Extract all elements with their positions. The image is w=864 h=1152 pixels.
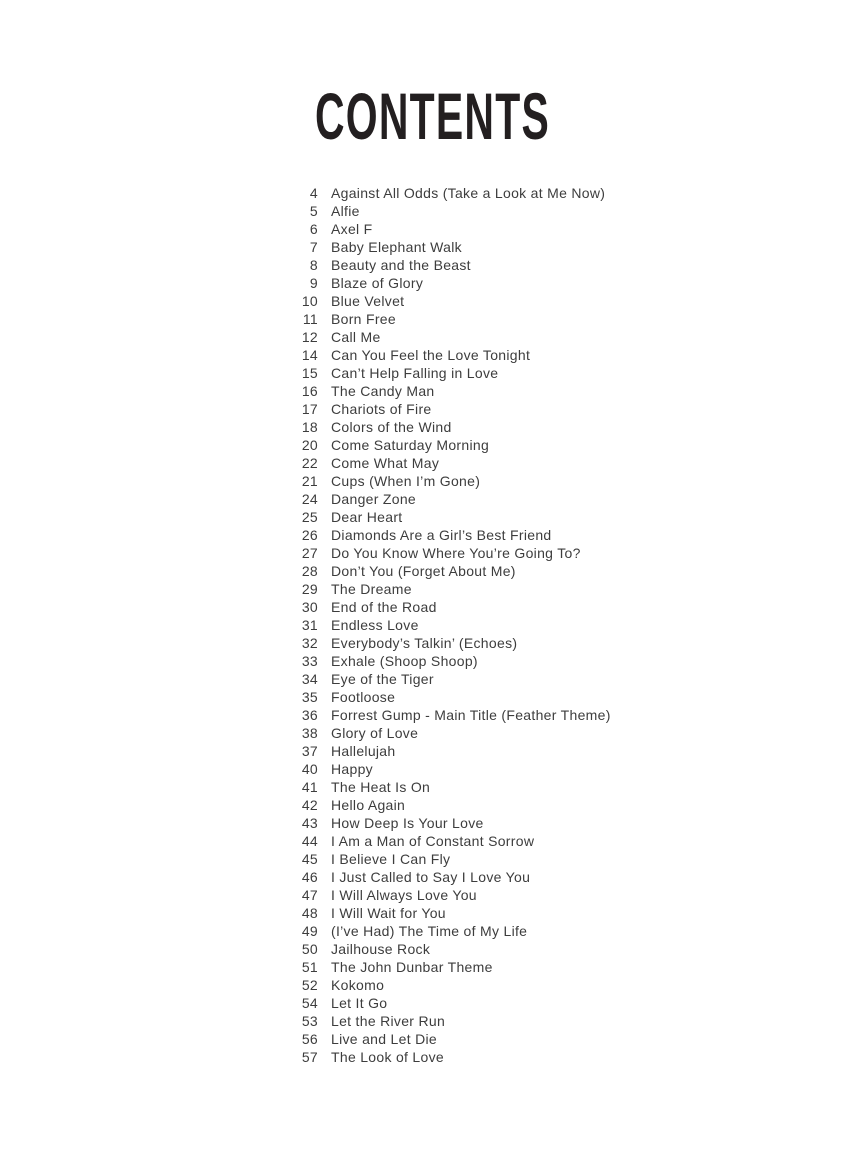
toc-song-title: Blue Velvet — [331, 293, 405, 309]
toc-page-number: 50 — [301, 941, 318, 957]
toc-page-number: 10 — [301, 293, 318, 309]
toc-entry — [270, 508, 611, 526]
toc-entry — [270, 1030, 611, 1048]
toc-entry — [270, 400, 611, 418]
toc-page-number: 29 — [301, 581, 318, 597]
toc-page-number: 20 — [301, 437, 318, 453]
toc-song-title: I Am a Man of Constant Sorrow — [331, 833, 535, 849]
toc-page-number: 35 — [301, 689, 318, 705]
toc-song-title: Come What May — [331, 455, 440, 471]
toc-page-number: 38 — [301, 725, 318, 741]
toc-entry — [270, 778, 611, 796]
toc-entry — [270, 220, 611, 238]
toc-song-title: Endless Love — [331, 617, 419, 633]
toc-song-title: Live and Let Die — [331, 1031, 437, 1047]
toc-song-title: Hello Again — [331, 797, 406, 813]
toc-page-number: 24 — [301, 491, 318, 507]
toc-song-title: Born Free — [331, 311, 396, 327]
toc-page-number: 14 — [301, 347, 318, 363]
toc-page-number: 28 — [301, 563, 318, 579]
toc-entry — [270, 364, 611, 382]
toc-song-title: The Heat Is On — [331, 779, 431, 795]
toc-entry — [270, 436, 611, 454]
toc-page-number: 25 — [301, 509, 318, 525]
toc-song-title: Hallelujah — [331, 743, 396, 759]
toc-song-title: Let It Go — [331, 995, 388, 1011]
toc-page-number: 18 — [301, 419, 318, 435]
toc-entry — [270, 472, 611, 490]
toc-entry — [270, 832, 611, 850]
toc-page-number: 5 — [309, 203, 318, 219]
toc-song-title: Baby Elephant Walk — [331, 239, 462, 255]
toc-entry — [270, 850, 611, 868]
toc-song-title: Forrest Gump - Main Title (Feather Theme) — [331, 707, 611, 723]
toc-song-title: I Will Always Love You — [331, 887, 477, 903]
toc-page-number: 40 — [301, 761, 318, 777]
toc-song-title: Dear Heart — [331, 509, 403, 525]
toc-entry — [270, 346, 611, 364]
toc-song-title: Cups (When I’m Gone) — [331, 473, 481, 489]
toc-page-number: 43 — [301, 815, 318, 831]
toc-page-number: 27 — [301, 545, 318, 561]
toc-page-number: 49 — [301, 923, 318, 939]
toc-page-number: 36 — [301, 707, 318, 723]
toc-song-title: I Believe I Can Fly — [331, 851, 451, 867]
toc-entry — [270, 940, 611, 958]
toc-page-number: 22 — [301, 455, 318, 471]
toc-entry — [270, 292, 611, 310]
toc-page-number: 41 — [301, 779, 318, 795]
toc-page-number: 57 — [301, 1049, 318, 1065]
contents-list — [270, 184, 611, 1066]
toc-page-number: 54 — [301, 995, 318, 1011]
toc-entry — [270, 670, 611, 688]
toc-song-title: Let the River Run — [331, 1013, 446, 1029]
toc-page-number: 37 — [301, 743, 318, 759]
toc-song-title: Diamonds Are a Girl’s Best Friend — [331, 527, 552, 543]
toc-song-title: Blaze of Glory — [331, 275, 424, 291]
toc-page-number: 12 — [301, 329, 318, 345]
toc-entry — [270, 454, 611, 472]
toc-song-title: The Look of Love — [331, 1049, 444, 1065]
toc-entry — [270, 976, 611, 994]
toc-entry — [270, 1048, 611, 1066]
toc-song-title: Everybody’s Talkin’ (Echoes) — [331, 635, 518, 651]
toc-song-title: Happy — [331, 761, 373, 777]
toc-page-number: 4 — [309, 185, 318, 201]
toc-page-number: 45 — [301, 851, 318, 867]
toc-page-number: 32 — [301, 635, 318, 651]
toc-entry — [270, 274, 611, 292]
toc-page-number: 17 — [301, 401, 318, 417]
toc-song-title: The John Dunbar Theme — [331, 959, 493, 975]
toc-entry — [270, 760, 611, 778]
toc-entry — [270, 868, 611, 886]
toc-song-title: Eye of the Tiger — [331, 671, 434, 687]
toc-song-title: Don’t You (Forget About Me) — [331, 563, 516, 579]
toc-entry — [270, 814, 611, 832]
toc-page-number: 56 — [301, 1031, 318, 1047]
toc-song-title: (I’ve Had) The Time of My Life — [331, 923, 528, 939]
toc-page-number: 21 — [301, 473, 318, 489]
toc-page-number: 6 — [309, 221, 318, 237]
toc-song-title: I Will Wait for You — [331, 905, 446, 921]
toc-song-title: Can You Feel the Love Tonight — [331, 347, 531, 363]
toc-page-number: 16 — [301, 383, 318, 399]
toc-song-title: Danger Zone — [331, 491, 417, 507]
toc-entry — [270, 184, 611, 202]
toc-song-title: Do You Know Where You’re Going To? — [331, 545, 581, 561]
toc-song-title: The Dreame — [331, 581, 412, 597]
toc-page-number: 31 — [301, 617, 318, 633]
toc-entry — [270, 256, 611, 274]
toc-song-title: Exhale (Shoop Shoop) — [331, 653, 478, 669]
toc-song-title: I Just Called to Say I Love You — [331, 869, 531, 885]
toc-page-number: 15 — [301, 365, 318, 381]
toc-song-title: Colors of the Wind — [331, 419, 452, 435]
toc-entry — [270, 598, 611, 616]
toc-page-number: 42 — [301, 797, 318, 813]
toc-entry — [270, 886, 611, 904]
toc-page-number: 44 — [301, 833, 318, 849]
toc-entry — [270, 724, 611, 742]
toc-song-title: How Deep Is Your Love — [331, 815, 484, 831]
toc-entry — [270, 958, 611, 976]
toc-entry — [270, 310, 611, 328]
toc-entry — [270, 526, 611, 544]
toc-page-number: 26 — [301, 527, 318, 543]
toc-entry — [270, 382, 611, 400]
toc-song-title: Against All Odds (Take a Look at Me Now) — [331, 185, 606, 201]
toc-entry — [270, 418, 611, 436]
toc-page-number: 34 — [301, 671, 318, 687]
toc-entry — [270, 742, 611, 760]
toc-page-number: 53 — [301, 1013, 318, 1029]
toc-entry — [270, 904, 611, 922]
toc-entry — [270, 580, 611, 598]
toc-page-number: 33 — [301, 653, 318, 669]
toc-song-title: The Candy Man — [331, 383, 435, 399]
toc-song-title: Beauty and the Beast — [331, 257, 471, 273]
toc-entry — [270, 1012, 611, 1030]
toc-page-number: 30 — [301, 599, 318, 615]
toc-entry — [270, 490, 611, 508]
toc-entry — [270, 562, 611, 580]
toc-entry — [270, 994, 611, 1012]
toc-song-title: End of the Road — [331, 599, 437, 615]
toc-song-title: Alfie — [331, 203, 360, 219]
toc-song-title: Come Saturday Morning — [331, 437, 490, 453]
toc-song-title: Kokomo — [331, 977, 385, 993]
toc-entry — [270, 328, 611, 346]
toc-entry — [270, 202, 611, 220]
toc-song-title: Call Me — [331, 329, 381, 345]
toc-entry — [270, 238, 611, 256]
toc-entry — [270, 706, 611, 724]
toc-page-number: 9 — [309, 275, 318, 291]
page-title: CONTENTS — [314, 79, 550, 153]
toc-song-title: Jailhouse Rock — [331, 941, 431, 957]
toc-page-number: 47 — [301, 887, 318, 903]
toc-entry — [270, 634, 611, 652]
toc-song-title: Glory of Love — [331, 725, 419, 741]
toc-song-title: Axel F — [331, 221, 373, 237]
toc-page-number: 51 — [301, 959, 318, 975]
toc-song-title: Chariots of Fire — [331, 401, 432, 417]
toc-entry — [270, 544, 611, 562]
toc-entry — [270, 688, 611, 706]
page-title-container — [0, 79, 864, 167]
toc-page-number: 11 — [302, 311, 318, 327]
toc-entry — [270, 922, 611, 940]
toc-page-number: 48 — [301, 905, 318, 921]
toc-page-number: 46 — [301, 869, 318, 885]
toc-entry — [270, 796, 611, 814]
toc-song-title: Footloose — [331, 689, 396, 705]
toc-page-number: 8 — [309, 257, 318, 273]
toc-entry — [270, 652, 611, 670]
toc-page-number: 52 — [301, 977, 318, 993]
toc-song-title: Can’t Help Falling in Love — [331, 365, 499, 381]
toc-entry — [270, 616, 611, 634]
toc-page-number: 7 — [309, 239, 318, 255]
